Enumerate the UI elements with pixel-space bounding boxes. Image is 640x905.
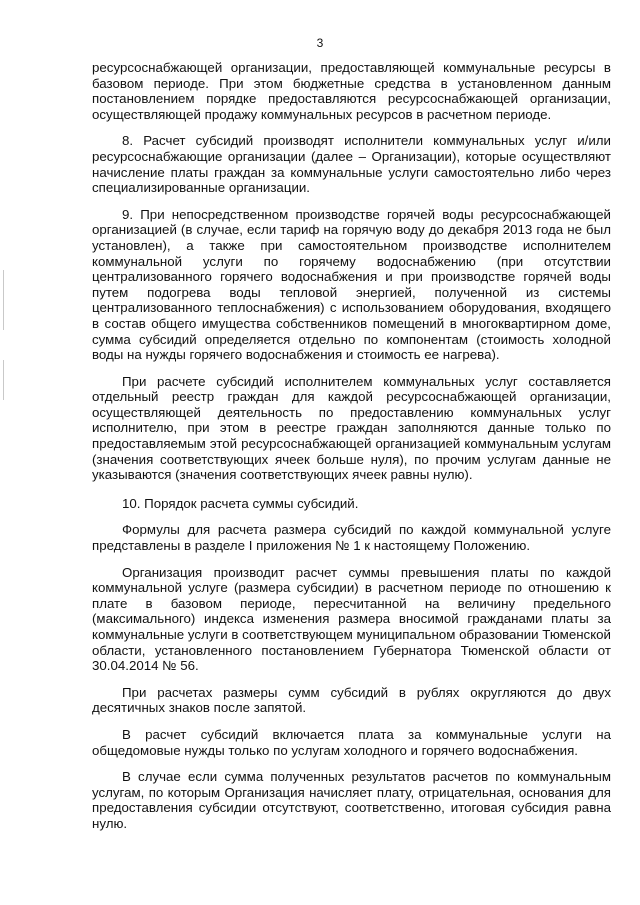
scan-edge-mark <box>3 360 4 400</box>
paragraph-item-9: 9. При непосредственном производстве горячей воды ресурсоснабжающей организацией (в случае, если тариф на горячую воду до декабря 2013 года не был установлен), а также при самостоятельном производстве исполнителем коммунальной услуги по горячему водоснабжению (при отсутствии централизованного горячего водоснабжения и при производстве горячей воды путем подогрева воды тепловой энергией, полученной из системы централизованного теплоснабжения) с использованием оборудования, входящего в состав общего имущества собственников помещений в многоквартирном доме, сумма субсидий определяется отдельно по компонентам (стоимость холодной воды на нужды горячего водоснабжения и стоимость ее нагрева). <box>92 206 611 363</box>
paragraph-item-10: 10. Порядок расчета суммы субсидий. <box>122 495 359 511</box>
document-body <box>92 60 611 843</box>
page-number: 3 <box>316 36 324 50</box>
scan-edge-mark <box>3 270 4 330</box>
paragraph-formulas: Формулы для расчета размера субсидий по каждой коммунальной услуге представлены в разделе I приложения № 1 к настоящему Положению. <box>92 522 611 554</box>
paragraph-negative-result: В случае если сумма полученных результатов расчетов по коммунальным услугам, по которым Организация начисляет плату, отрицательная, основания для предоставления субсидии отсутствуют, соответственно, итоговая субсидия равна нулю. <box>92 769 611 831</box>
paragraph-continuation: ресурсоснабжающей организации, предоставляющей коммунальные ресурсы в базовом периоде. При этом бюджетные средства в установленном данным постановлением порядке предоставляются ресурсоснабжающей организации, осуществляющей продажу коммунальных ресурсов в расчетном периоде. <box>92 60 611 122</box>
paragraph-common-needs: В расчет субсидий включается плата за коммунальные услуги на общедомовые нужды только по услугам холодного и горячего водоснабжения. <box>92 726 611 758</box>
paragraph-item-8: 8. Расчет субсидий производят исполнители коммунальных услуг и/или ресурсоснабжающие организации (далее – Организации), которые осуществляют начисление платы граждан за коммунальные услуги самостоятельно либо через специализированные организации. <box>92 133 611 196</box>
paragraph-calculation: Организация производит расчет суммы превышения платы по каждой коммунальной услуге (размера субсидии) в расчетном периоде по отношению к плате в базовом периоде, пересчитанной на величину предельного (максимального) индекса изменения размера вносимой гражданами платы за коммунальные услуги в соответствующем муниципальном образовании Тюменской области, установленного постановлением Губернатора Тюменской области от 30.04.2014 № 56. <box>92 564 611 674</box>
paragraph-registry: При расчете субсидий исполнителем коммунальных услуг составляется отдельный реестр граждан для каждой ресурсоснабжающей организации, осуществляющей деятельность по предоставлению коммунальных услуг исполнителю, при этом в реестре граждан заполняются данные только по предоставляемым этой ресурсоснабжающей организацией коммунальным услугам (значения соответствующих ячеек больше нуля), по прочим услугам данные не указываются (значения соответствующих ячеек равны нулю). <box>92 373 611 483</box>
paragraph-rounding: При расчетах размеры сумм субсидий в рублях округляются до двух десятичных знаков после запятой. <box>92 684 611 716</box>
